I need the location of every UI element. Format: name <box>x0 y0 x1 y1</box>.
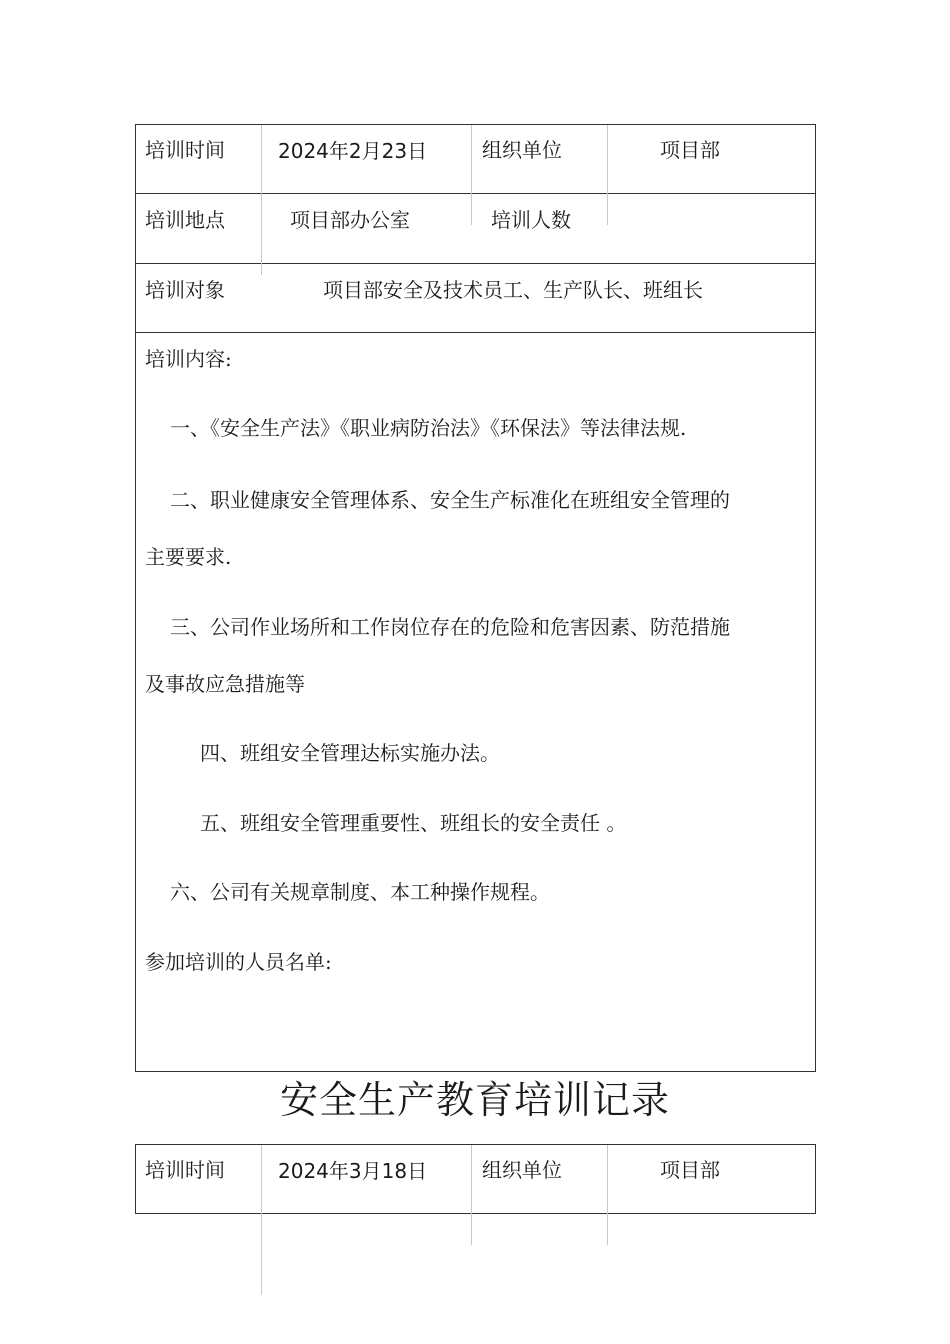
content-item: 二、职业健康安全管理体系、安全生产标准化在班组安全管理的 <box>170 488 730 512</box>
column-guide <box>471 1145 472 1245</box>
page-title: 安全生产教育培训记录 <box>279 1078 670 1122</box>
training-time-value: 2024年2月23日 <box>278 139 428 163</box>
training-time-label: 培训时间 <box>145 138 225 162</box>
column-guide <box>261 125 262 275</box>
content-item: 六、公司有关规章制度、本工种操作规程。 <box>170 880 550 904</box>
content-item: 四、班组安全管理达标实施办法。 <box>200 741 500 765</box>
training-time-label: 培训时间 <box>145 1158 225 1182</box>
organizer-value: 项目部 <box>660 138 720 162</box>
training-record-table-1 <box>135 124 816 1072</box>
content-item: 五、班组安全管理重要性、班组长的安全责任 。 <box>200 811 627 835</box>
column-guide <box>607 125 608 225</box>
column-guide <box>471 125 472 225</box>
training-target-value: 项目部安全及技术员工、生产队长、班组长 <box>323 278 703 302</box>
training-place-label: 培训地点 <box>145 208 225 232</box>
content-item: 一、《安全生产法》《职业病防治法》《环保法》等法律法规. <box>170 416 687 440</box>
column-guide <box>261 1145 262 1295</box>
content-item-continuation: 主要要求. <box>145 545 232 569</box>
attendee-count-label: 培训人数 <box>491 208 571 232</box>
column-guide <box>607 1145 608 1245</box>
training-place-value: 项目部办公室 <box>290 208 410 232</box>
organizer-label: 组织单位 <box>482 138 562 162</box>
attendees-list-label: 参加培训的人员名单: <box>145 950 332 974</box>
organizer-label: 组织单位 <box>482 1158 562 1182</box>
training-target-label: 培训对象 <box>145 278 225 302</box>
row-divider <box>135 332 816 333</box>
row-divider <box>135 193 816 194</box>
training-content-label: 培训内容: <box>145 347 232 371</box>
organizer-value: 项目部 <box>660 1158 720 1182</box>
training-time-value: 2024年3月18日 <box>278 1159 428 1183</box>
content-item-continuation: 及事故应急措施等 <box>145 672 305 696</box>
row-divider <box>135 263 816 264</box>
content-item: 三、公司作业场所和工作岗位存在的危险和危害因素、防范措施 <box>170 615 730 639</box>
